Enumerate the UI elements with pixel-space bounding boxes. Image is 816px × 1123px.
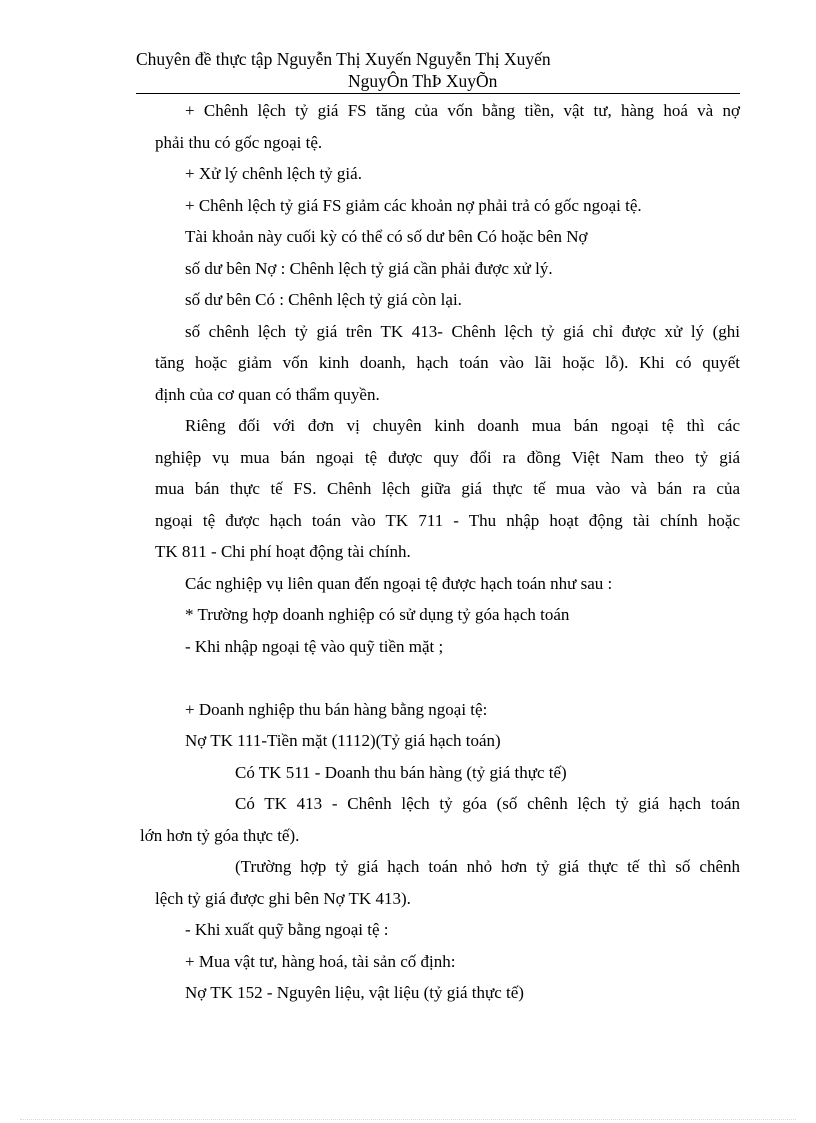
- paragraph-line: - Khi nhập ngoại tệ vào quỹ tiền mặt ;: [185, 636, 444, 656]
- paragraph-line: + Doanh nghiệp thu bán hàng bằng ngoại tệ:: [185, 699, 488, 719]
- paragraph-line: + Chênh lệch tỷ giá FS giảm các khoản nợ phải trả có gốc ngoại tệ.: [185, 195, 642, 215]
- journal-credit-line: Có TK 413 - Chênh lệch tỷ góa (số chênh lệch tỷ giá hạch toán: [235, 794, 740, 813]
- paragraph-line: Tài khoản này cuối kỳ có thể có số dư bên Có hoặc bên Nợ: [185, 227, 588, 246]
- paragraph-line: tăng hoặc giảm vốn kinh doanh, hạch toán vào lãi hoặc lỗ). Khi có quyết: [155, 353, 740, 372]
- header-author-garbled: NguyÔn ThÞ XuyÕn: [348, 71, 498, 91]
- paragraph-line: nghiệp vụ mua bán ngoại tệ được quy đổi ra đồng Việt Nam theo tỷ giá: [155, 447, 740, 467]
- paragraph-line: TK 811 - Chi phí hoạt động tài chính.: [155, 542, 411, 561]
- header-title: Chuyên đề thực tập Nguyễn Thị Xuyến Nguyễn Thị Xuyến: [136, 49, 551, 69]
- paragraph-line: lớn hơn tỷ góa thực tế).: [140, 825, 300, 845]
- paragraph-line: (Trường hợp tỷ giá hạch toán nhỏ hơn tỷ giá thực tế thì số chênh: [235, 857, 740, 876]
- paragraph-line: Riêng đối với đơn vị chuyên kinh doanh mua bán ngoại tệ thì các: [185, 416, 740, 435]
- journal-credit-line: Có TK 511 - Doanh thu bán hàng (tỷ giá thực tế): [235, 762, 567, 782]
- paragraph-line: + Chênh lệch tỷ giá FS tăng của vốn bằng tiền, vật tư, hàng hoá và nợ: [185, 101, 740, 120]
- paragraph-line: * Trường hợp doanh nghiệp có sử dụng tỷ góa hạch toán: [185, 605, 570, 624]
- page-header: [136, 48, 740, 92]
- paragraph-line: số dư bên Có : Chênh lệch tỷ giá còn lại.: [185, 290, 462, 309]
- paragraph-line: lệch tỷ giá được ghi bên Nợ TK 413).: [155, 888, 411, 908]
- journal-debit-line: Nợ TK 152 - Nguyên liệu, vật liệu (tỷ giá thực tế): [185, 983, 524, 1002]
- document-body: [140, 95, 740, 1009]
- paragraph-line: phải thu có gốc ngoại tệ.: [155, 132, 323, 152]
- paragraph-line: - Khi xuất quỹ bằng ngoại tệ :: [185, 920, 389, 939]
- paragraph-line: số chênh lệch tỷ giá trên TK 413- Chênh lệch tỷ giá chỉ được xử lý (ghi: [185, 321, 740, 341]
- paragraph-line: Các nghiệp vụ liên quan đến ngoại tệ được hạch toán như sau :: [185, 573, 613, 593]
- paragraph-line: + Mua vật tư, hàng hoá, tài sản cố định:: [185, 951, 456, 971]
- paragraph-line: định của cơ quan có thẩm quyền.: [155, 384, 380, 404]
- journal-debit-line: Nợ TK 111-Tiền mặt (1112)(Tỷ giá hạch toán): [185, 731, 501, 750]
- header-rule: [136, 93, 740, 94]
- paragraph-line: số dư bên Nợ : Chênh lệch tỷ giá cần phải được xử lý.: [185, 258, 553, 278]
- paragraph-line: + Xử lý chênh lệch tỷ giá.: [185, 164, 362, 183]
- blank-line: [155, 662, 740, 694]
- paragraph-line: ngoại tệ được hạch toán vào TK 711 - Thu nhập hoạt động tài chính hoặc: [155, 510, 740, 530]
- paragraph-line: mua bán thực tế FS. Chênh lệch giữa giá thực tế mua vào và bán ra của: [155, 479, 740, 498]
- page-bottom-border: [20, 1119, 796, 1120]
